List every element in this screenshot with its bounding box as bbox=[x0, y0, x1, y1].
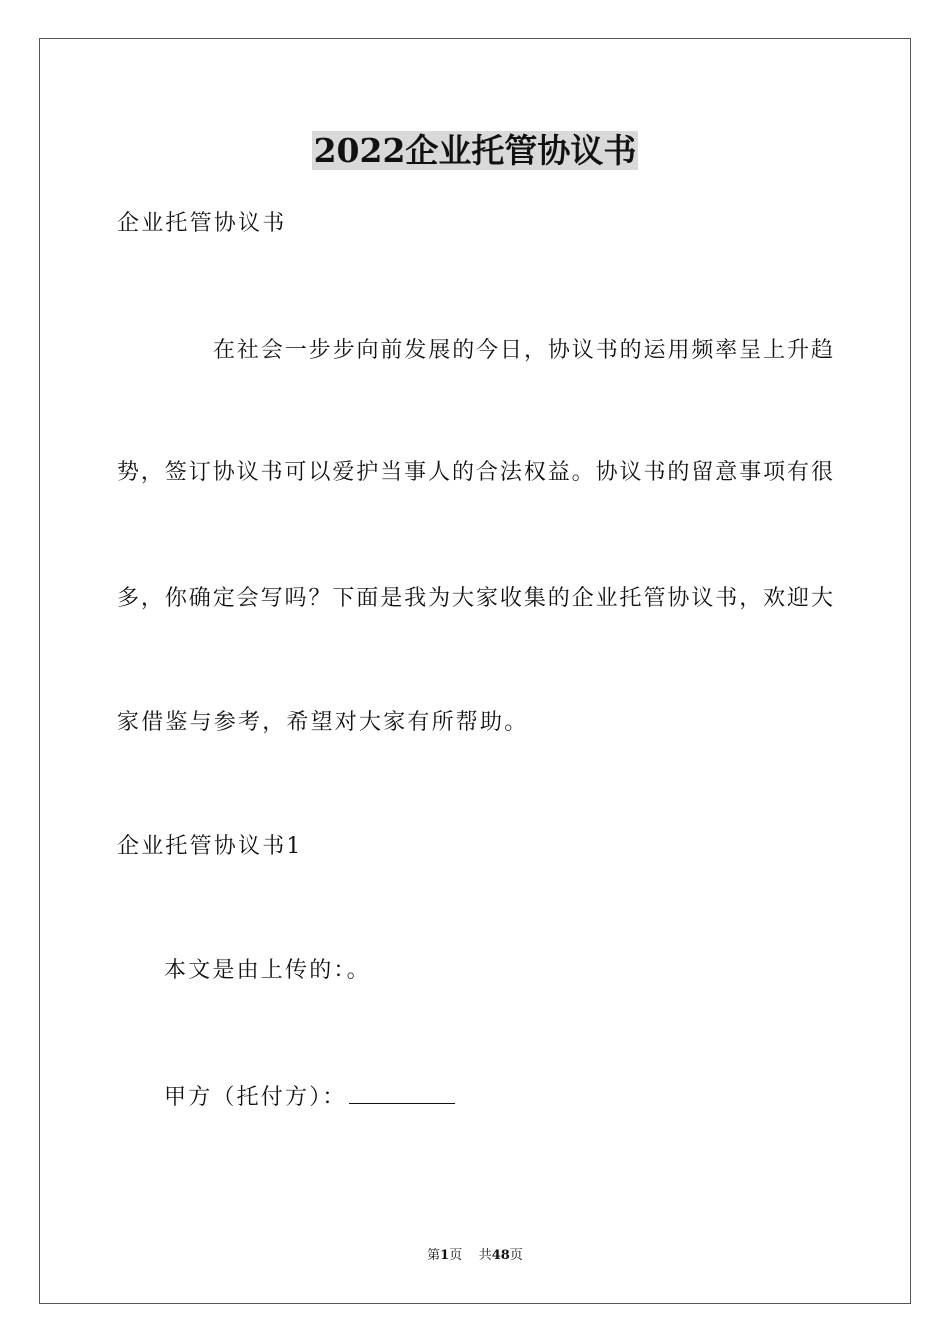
footer-total-prefix: 共 bbox=[478, 1248, 492, 1263]
document-title bbox=[0, 124, 950, 178]
party-a-line bbox=[164, 1081, 455, 1113]
footer-total-suffix: 页 bbox=[509, 1248, 523, 1263]
document-subtitle: 企业托管协议书 bbox=[117, 211, 287, 236]
page-footer bbox=[0, 1246, 950, 1266]
intro-line-3: 多，你确定会写吗？下面是我为大家收集的企业托管协议书，欢迎大 bbox=[117, 586, 833, 611]
footer-total-pages: 48 bbox=[491, 1248, 510, 1263]
footer-page-number: 1 bbox=[440, 1248, 450, 1263]
intro-line-4: 家借鉴与参考，希望对大家有所帮助。 bbox=[117, 710, 529, 735]
intro-line-1: 在社会一步步向前发展的今日，协议书的运用频率呈上升趋 bbox=[213, 338, 833, 363]
party-a-blank bbox=[349, 1081, 455, 1104]
section-heading: 企业托管协议书1 bbox=[117, 834, 303, 859]
intro-line-2: 势，签订协议书可以爱护当事人的合法权益。协议书的留意事项有很 bbox=[117, 460, 833, 485]
upload-note: 本文是由上传的：。 bbox=[164, 958, 371, 983]
footer-page-suffix: 页 bbox=[449, 1248, 463, 1263]
party-a-label: 甲方（托付方）： bbox=[164, 1085, 347, 1110]
footer-page-prefix: 第 bbox=[427, 1248, 441, 1263]
document-title-text: 2022企业托管协议书 bbox=[313, 131, 637, 170]
